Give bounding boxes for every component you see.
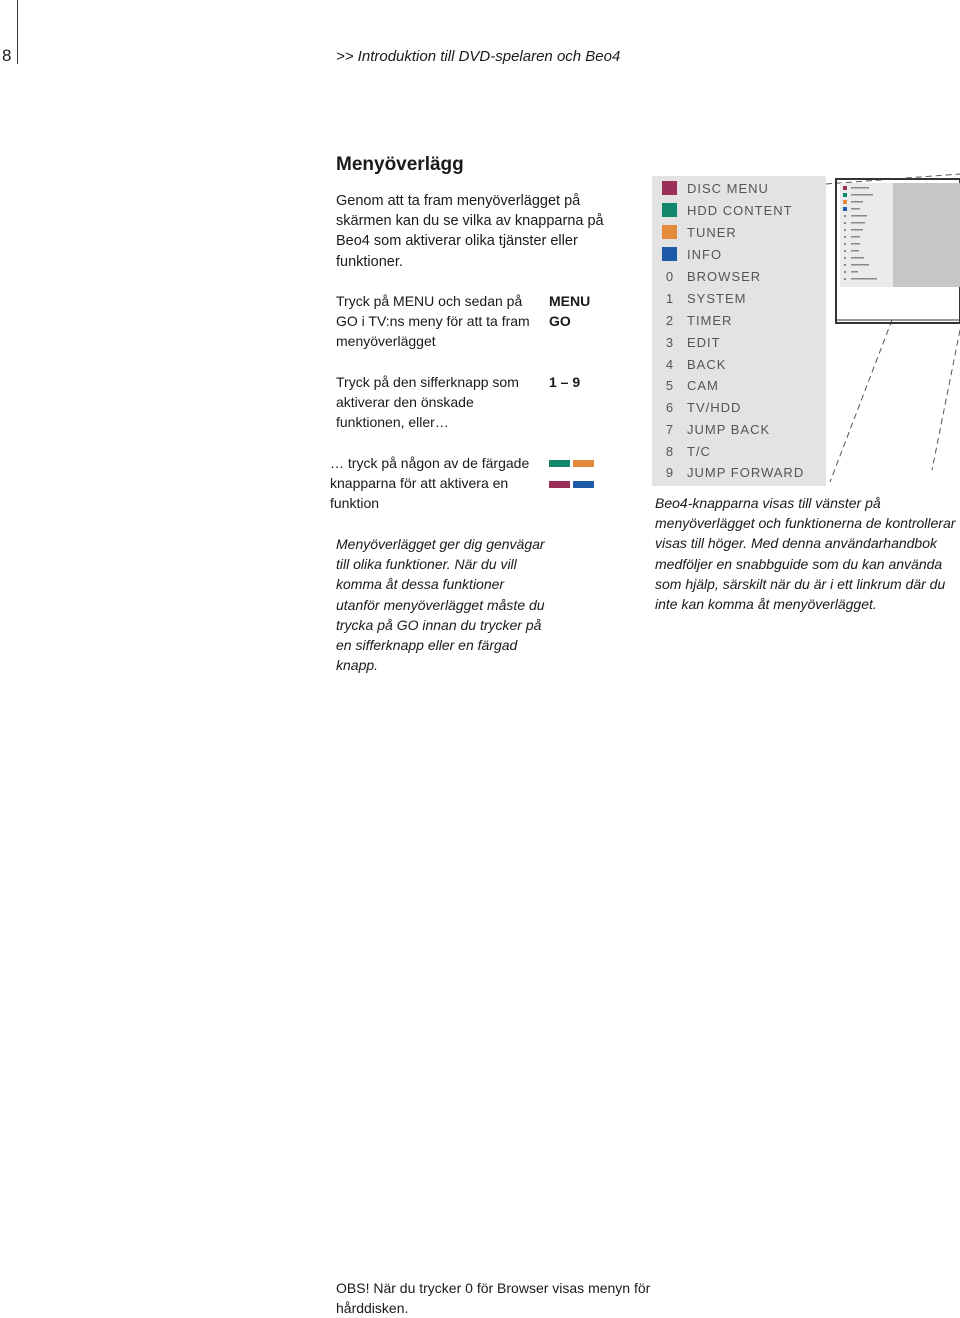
menu-item-timer	[662, 309, 732, 331]
menu-item-jump-back	[662, 418, 770, 440]
menu-item-label: BACK	[687, 356, 727, 372]
step-menu-go: Tryck på MENU och sedan på GO i TV:ns meny för att ta fram menyöverlägget	[336, 293, 530, 350]
menu-item-label: TUNER	[687, 224, 737, 240]
figure-caption: Beo4-knapparna visas till vänster på menyöverlägget och funktionerna de kontrollerar visas till höger. Med denna användarhandbok medföljer en snabbguide som du kan använda som hjälp, särskilt när du är i ett linkrum där du inte kan komma åt menyöverlägget.	[655, 495, 956, 613]
shortcut-note: Menyöverlägget ger dig genvägar till olika funktioner. När du vill komma åt dessa funktioner utanför menyöverlägget måste du trycka på GO innan du trycker på en sifferknapp eller en färgad knapp.	[336, 536, 545, 674]
zoom-dash-right	[932, 330, 960, 470]
menu-key: 2	[665, 312, 674, 328]
menu-item-edit	[662, 331, 721, 353]
menu-key: 0	[665, 268, 674, 284]
key-digits: 1 – 9	[549, 374, 581, 390]
intro-paragraph: Genom att ta fram menyöverlägget på skärmen kan du se vilka av knapparna på Beo4 som aktiverar olika tjänster eller funktioner.	[336, 193, 604, 270]
menu-overlay-illustration	[652, 176, 826, 486]
menu-item-tv-hdd	[662, 396, 741, 418]
orange-button-swatch	[573, 460, 594, 467]
orange-key-icon	[662, 225, 677, 239]
menu-item-hdd-content	[662, 199, 793, 221]
margin-rule	[17, 0, 18, 64]
menu-item-info	[662, 243, 722, 265]
step-number-key: Tryck på den sifferknapp som aktiverar den önskade funktionen, eller…	[336, 374, 519, 431]
menu-item-label: JUMP FORWARD	[687, 464, 805, 480]
menu-item-t-c	[662, 440, 711, 462]
menu-item-jump-forward	[662, 461, 804, 483]
menu-key: 3	[665, 334, 674, 350]
zoom-dash-left	[830, 320, 892, 482]
menu-item-label: BROWSER	[687, 268, 762, 284]
menu-item-label: JUMP BACK	[687, 421, 771, 437]
key-menu: MENU	[549, 293, 591, 309]
menu-item-system	[662, 287, 746, 309]
step-keys-menu-go	[549, 291, 590, 331]
menu-key: 7	[665, 421, 674, 437]
menu-item-label: HDD CONTENT	[687, 202, 793, 218]
menu-item-label: T/C	[687, 443, 711, 459]
menu-item-label: SYSTEM	[687, 290, 747, 306]
menu-item-back	[662, 353, 726, 375]
tv-picture-area	[893, 183, 960, 287]
menu-item-tuner	[662, 221, 737, 243]
tv-screen-illustration	[820, 170, 960, 490]
menu-key: 8	[665, 443, 674, 459]
section-title: Menyöverlägg	[336, 154, 464, 175]
menu-item-label: TIMER	[687, 312, 733, 328]
step-color-key: … tryck på någon av de färgade knapparna för att aktivera en funktion	[330, 455, 530, 512]
menu-key: 1	[665, 290, 674, 306]
menu-item-label: TV/HDD	[687, 399, 742, 415]
red-key-icon	[662, 181, 677, 195]
footnote: OBS! När du trycker 0 för Browser visas menyn för hårddisken.	[336, 1280, 651, 1317]
menu-key: 4	[665, 356, 674, 372]
green-button-swatch	[549, 460, 570, 467]
menu-key: 6	[665, 399, 674, 415]
page-number: 8	[2, 46, 12, 65]
menu-item-label: INFO	[687, 246, 723, 262]
key-go: GO	[549, 313, 571, 330]
red-button-swatch	[549, 481, 570, 488]
running-header: >> Introduktion till DVD-spelaren och Beo4	[336, 48, 621, 65]
mini-menu	[840, 183, 893, 287]
menu-item-disc-menu	[662, 177, 769, 199]
menu-item-label: EDIT	[687, 334, 721, 350]
blue-button-swatch	[573, 481, 594, 488]
green-key-icon	[662, 203, 677, 217]
menu-item-cam	[662, 374, 719, 396]
menu-key: 9	[665, 464, 674, 480]
menu-item-browser	[662, 265, 761, 287]
menu-item-label: DISC MENU	[687, 180, 769, 196]
blue-key-icon	[662, 247, 677, 261]
menu-item-label: CAM	[687, 377, 719, 393]
menu-key: 5	[665, 377, 674, 393]
